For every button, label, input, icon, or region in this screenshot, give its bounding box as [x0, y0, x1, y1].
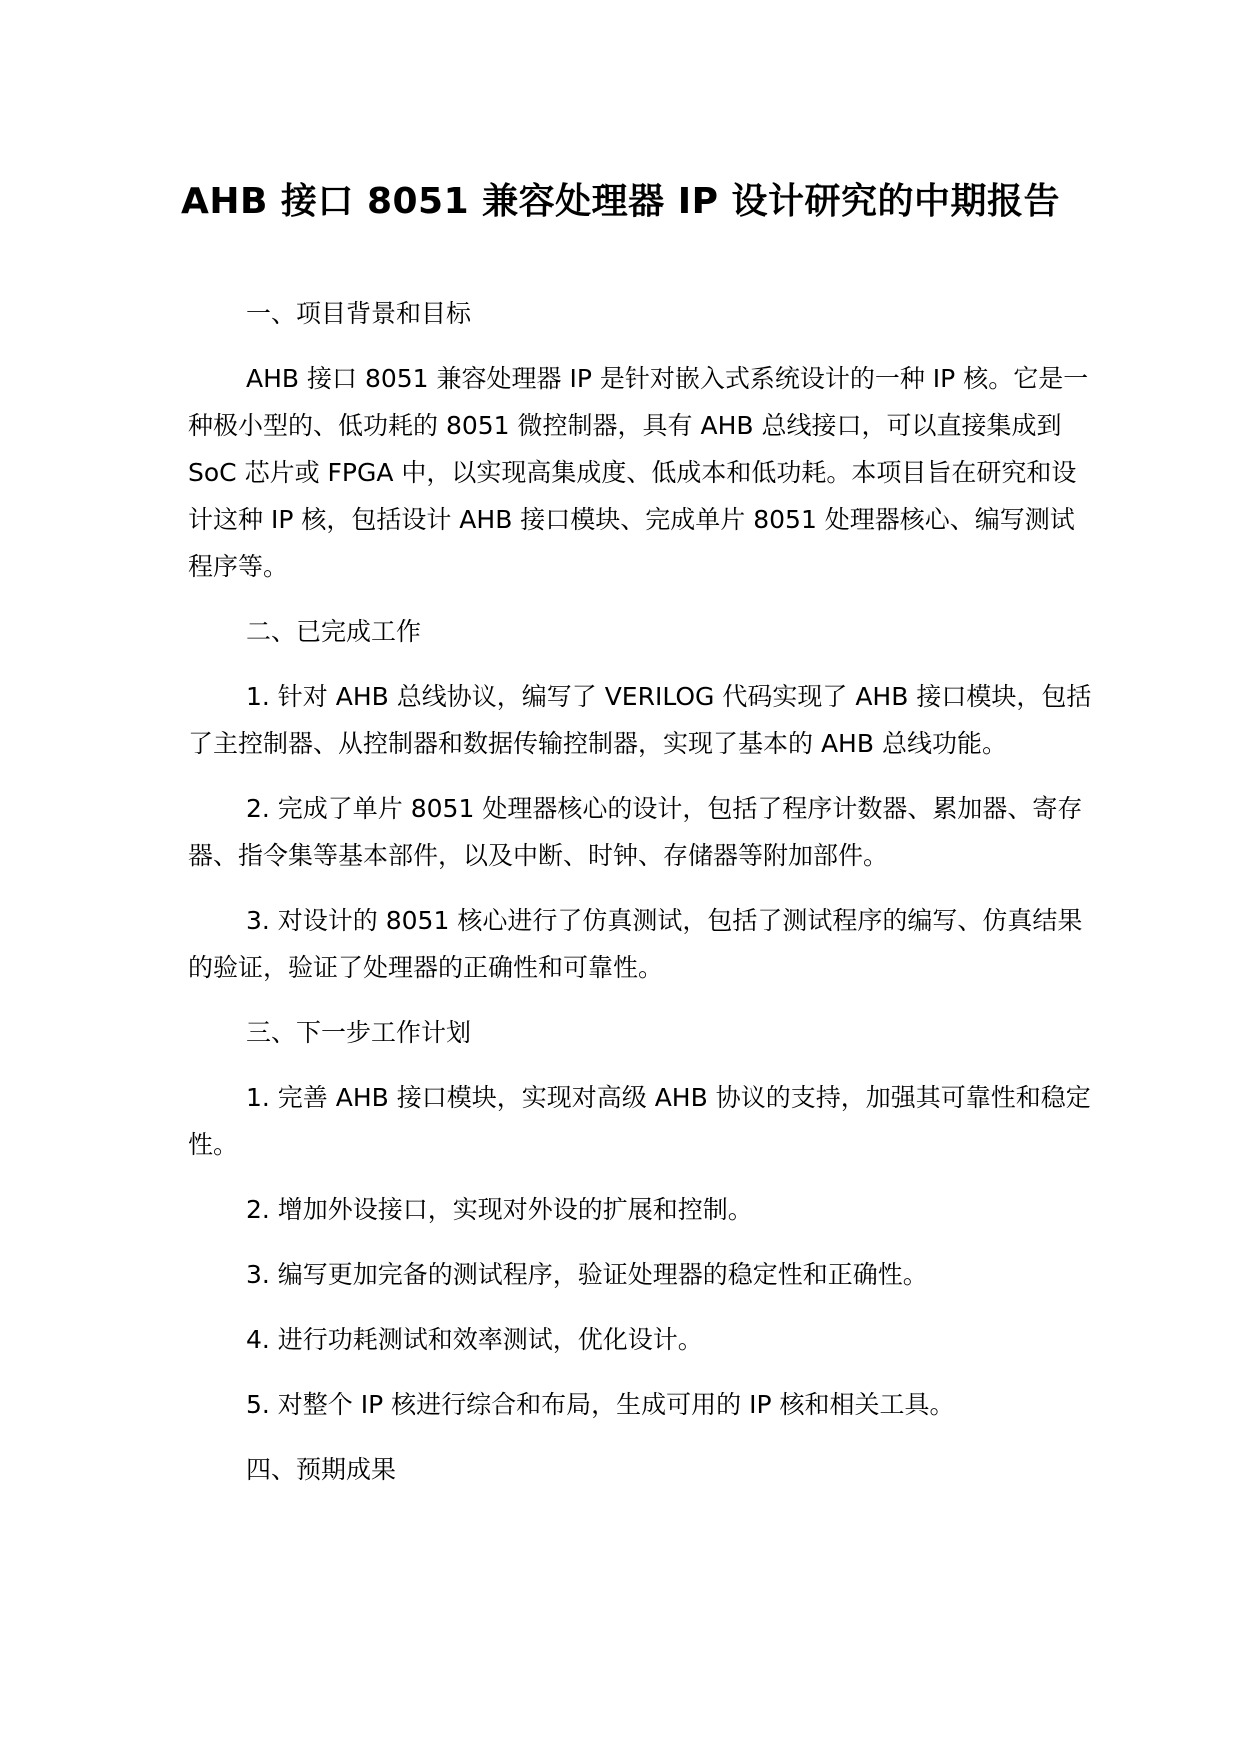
section-heading-expected-results: 四、预期成果: [246, 1455, 397, 1484]
completed-work-item: 1. 针对 AHB 总线协议，编写了 VERILOG 代码实现了 AHB 接口模块，包括了主控制器、从控制器和数据传输控制器，实现了基本的 AHB 总线功能。: [188, 682, 1092, 758]
next-plan-item: 5. 对整个 IP 核进行综合和布局，生成可用的 IP 核和相关工具。: [246, 1390, 955, 1419]
document-title: AHB 接口 8051 兼容处理器 IP 设计研究的中期报告: [180, 181, 1061, 222]
section-heading-background: 一、项目背景和目标: [246, 299, 472, 328]
next-plan-item: 3. 编写更加完备的测试程序，验证处理器的稳定性和正确性。: [246, 1260, 928, 1289]
completed-work-item: 3. 对设计的 8051 核心进行了仿真测试，包括了测试程序的编写、仿真结果的验证，验证了处理器的正确性和可靠性。: [188, 906, 1083, 982]
next-plan-item: 4. 进行功耗测试和效率测试，优化设计。: [246, 1325, 703, 1354]
completed-work-item: 2. 完成了单片 8051 处理器核心的设计，包括了程序计数器、累加器、寄存器、指令集等基本部件，以及中断、时钟、存储器等附加部件。: [188, 794, 1083, 870]
document-body: [188, 290, 1093, 1511]
next-plan-item: 1. 完善 AHB 接口模块，实现对高级 AHB 协议的支持，加强其可靠性和稳定性。: [188, 1083, 1091, 1159]
section-heading-completed-work: 二、已完成工作: [246, 617, 422, 646]
next-plan-item: 2. 增加外设接口，实现对外设的扩展和控制。: [246, 1195, 753, 1224]
background-paragraph: AHB 接口 8051 兼容处理器 IP 是针对嵌入式系统设计的一种 IP 核。它是一种极小型的、低功耗的 8051 微控制器，具有 AHB 总线接口，可以直接集成到 SoC 芯片或 FPGA 中，以实现高集成度、低成本和低功耗。本项目旨在研究和设计这种 IP 核，包括设计 AHB 接口模块、完成单片 8051 处理器核心、编写测试程序等。: [188, 364, 1089, 581]
section-heading-next-plan: 三、下一步工作计划: [246, 1018, 472, 1047]
